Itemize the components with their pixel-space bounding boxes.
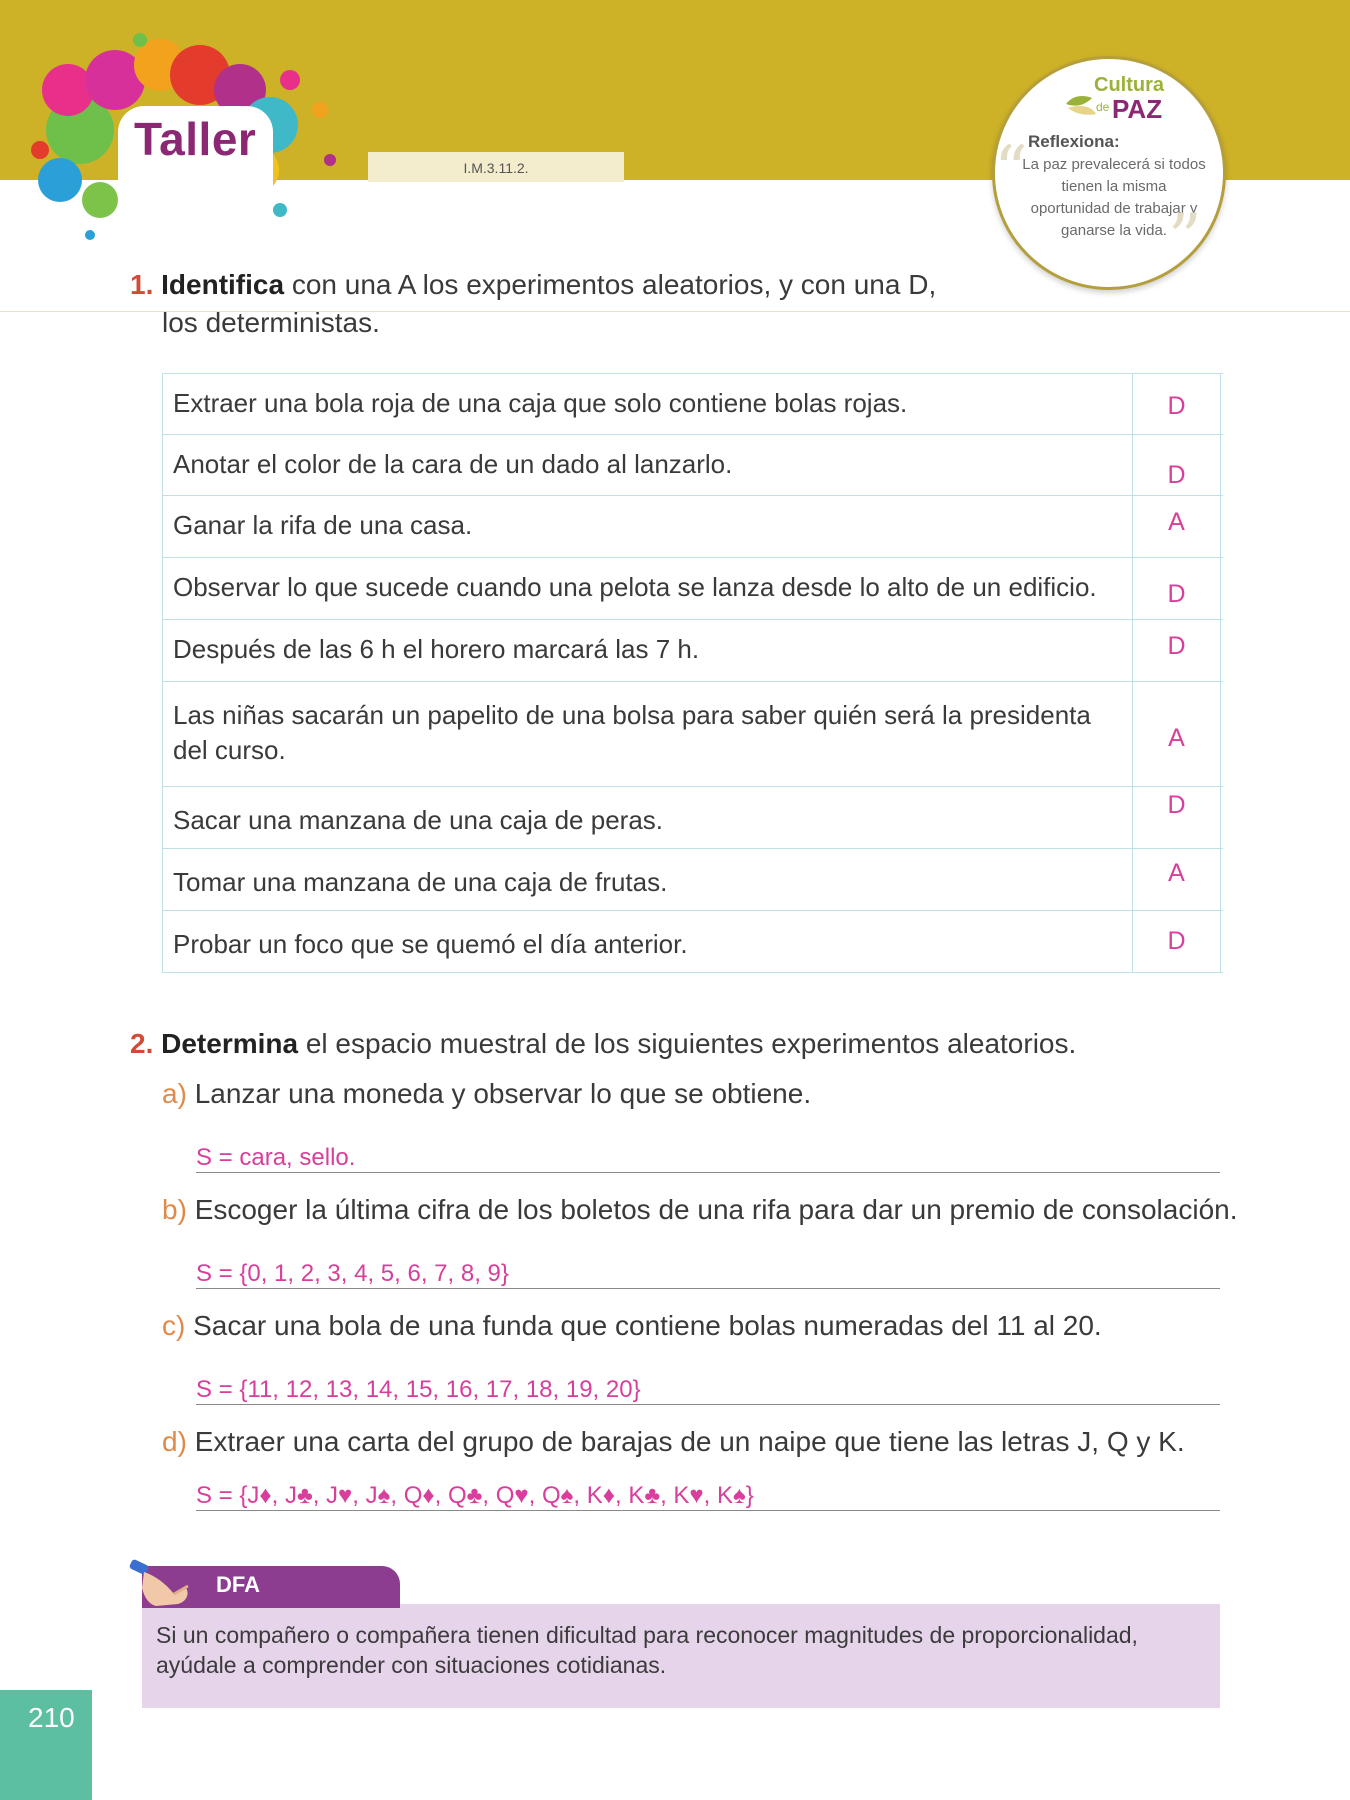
- experiment-answer[interactable]: A: [1133, 849, 1221, 910]
- table-row: [163, 620, 1223, 682]
- subquestion-text: Sacar una bola de una funda que contiene bolas numeradas del 11 al 20.: [193, 1310, 1102, 1341]
- dfa-label: DFA: [216, 1572, 260, 1597]
- experiment-text: Después de las 6 h el horero marcará las 7 h.: [163, 620, 1133, 681]
- subquestion-label: b): [162, 1194, 187, 1225]
- question-text: el espacio muestral de los siguientes experimentos aleatorios.: [298, 1028, 1077, 1059]
- quote-open-icon: “: [994, 132, 1028, 209]
- experiment-text: Anotar el color de la cara de un dado al lanzarlo.: [163, 435, 1133, 495]
- subquestion-text: Escoger la última cifra de los boletos de una rifa para dar un premio de consolación.: [194, 1194, 1238, 1225]
- section-title: Taller: [134, 113, 257, 165]
- answer-line-d[interactable]: S = {J♦, J♣, J♥, J♠, Q♦, Q♣, Q♥, Q♠, K♦, K♣, K♥, K♠}: [196, 1482, 1220, 1511]
- table-row: [163, 787, 1223, 849]
- experiment-answer[interactable]: D: [1133, 435, 1221, 495]
- subquestion-c: [162, 1310, 1102, 1342]
- question-2: [130, 1028, 1076, 1060]
- subquestion-label: a): [162, 1078, 187, 1109]
- subquestion-text: Extraer una carta del grupo de barajas de un naipe que tiene las letras J, Q y K.: [194, 1426, 1185, 1457]
- page-number: 210: [28, 1702, 75, 1733]
- experiment-answer[interactable]: D: [1133, 620, 1221, 681]
- table-row: [163, 682, 1223, 787]
- answer-line-b[interactable]: S = {0, 1, 2, 3, 4, 5, 6, 7, 8, 9}: [196, 1260, 1220, 1289]
- subquestion-label: d): [162, 1426, 187, 1457]
- question-number: 2.: [130, 1028, 154, 1059]
- skill-code: I.M.3.11.2.: [368, 152, 624, 182]
- experiment-answer[interactable]: D: [1133, 911, 1221, 972]
- table-row: [163, 558, 1223, 620]
- experiment-answer[interactable]: D: [1133, 558, 1221, 619]
- answer-line-c[interactable]: S = {11, 12, 13, 14, 15, 16, 17, 18, 19, 20}: [196, 1376, 1220, 1405]
- subquestion-label: c): [162, 1310, 186, 1341]
- experiment-text: Observar lo que sucede cuando una pelota se lanza desde lo alto de un edificio.: [163, 558, 1133, 619]
- subquestion-b: [162, 1194, 1238, 1226]
- table-row: [163, 849, 1223, 911]
- experiment-text: Tomar una manzana de una caja de frutas.: [163, 849, 1133, 910]
- subquestion-a: [162, 1078, 811, 1110]
- hand-pointer-icon: [126, 1558, 226, 1610]
- experiment-text: Ganar la rifa de una casa.: [163, 496, 1133, 557]
- question-verb: Identifica: [161, 269, 285, 300]
- answer-line-a[interactable]: S = cara, sello.: [196, 1144, 1220, 1173]
- experiment-text: Extraer una bola roja de una caja que solo contiene bolas rojas.: [163, 374, 1133, 434]
- paz-label: PAZ: [1112, 94, 1163, 124]
- experiment-answer[interactable]: A: [1133, 682, 1221, 786]
- table-row: [163, 496, 1223, 558]
- quote-close-icon: ”: [1168, 200, 1202, 277]
- de-label: de: [1096, 100, 1110, 114]
- question-text: con una A los experimentos aleatorios, y con una D,: [284, 269, 937, 300]
- subquestion-d: [162, 1426, 1185, 1458]
- experiment-text: Las niñas sacarán un papelito de una bolsa para saber quién será la presidenta del curso.: [163, 682, 1133, 786]
- question-number: 1.: [130, 269, 154, 300]
- question-1: [130, 266, 990, 342]
- question-text-line2: los deterministas.: [162, 307, 380, 338]
- reflexiona-text: La paz prevalecerá si todos tienen la misma oportunidad de trabajar y ganarse la vida.: [1022, 156, 1206, 239]
- experiment-answer[interactable]: D: [1133, 374, 1221, 434]
- experiments-table: [162, 373, 1223, 973]
- dfa-text: Si un compañero o compañera tienen dificultad para reconocer magnitudes de proporcionalidad, ayúdale a comprender con situaciones cotidianas.: [156, 1622, 1138, 1678]
- experiment-answer[interactable]: D: [1133, 787, 1221, 848]
- reflexiona-label: Reflexiona:: [1028, 132, 1120, 151]
- table-row: [163, 374, 1223, 435]
- subquestion-text: Lanzar una moneda y observar lo que se obtiene.: [194, 1078, 812, 1109]
- experiment-answer[interactable]: A: [1133, 496, 1221, 557]
- table-row: [163, 435, 1223, 496]
- cultura-label: Cultura: [1094, 74, 1164, 96]
- experiment-text: Probar un foco que se quemó el día anterior.: [163, 911, 1133, 972]
- experiment-text: Sacar una manzana de una caja de peras.: [163, 787, 1133, 848]
- question-verb: Determina: [161, 1028, 299, 1059]
- table-row: [163, 911, 1223, 973]
